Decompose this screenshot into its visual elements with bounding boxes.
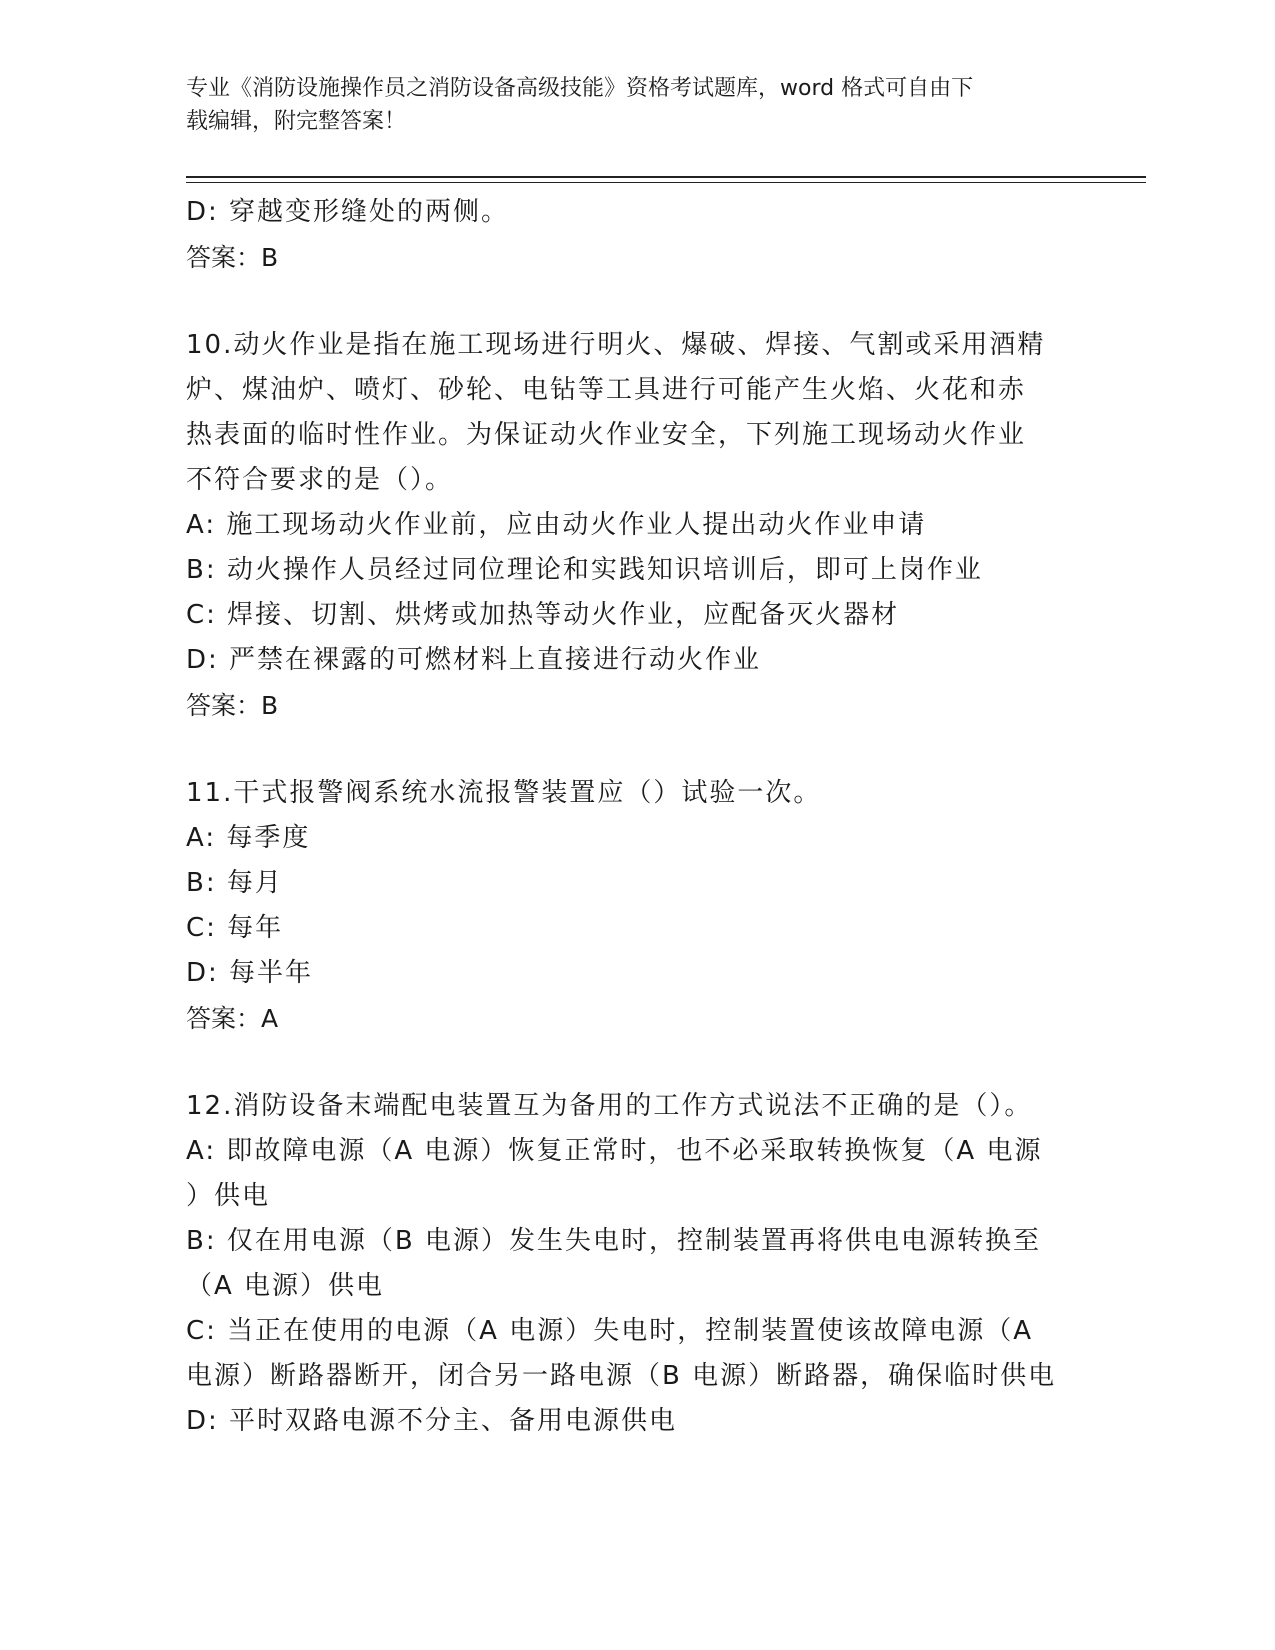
answer-line: [186, 683, 1096, 728]
question-stem-line: 热表面的临时性作业。为保证动火作业安全，下列施工现场动火作业: [186, 420, 1027, 450]
option-b: B: 动火操作人员经过同位理论和实践知识培训后，即可上岗作业: [186, 555, 983, 585]
option-d: D: 穿越变形缝处的两侧。: [186, 197, 510, 227]
option-a-continued: ）供电: [186, 1181, 271, 1211]
option-d: D: 平时双路电源不分主、备用电源供电: [186, 1406, 678, 1436]
option-d: D: 每半年: [186, 958, 314, 988]
question-stem-line: 10.动火作业是指在施工现场进行明火、爆破、焊接、气割或采用酒精: [186, 330, 1046, 360]
option-b: B: 仅在用电源（B 电源）发生失电时，控制装置再将供电电源转换至: [186, 1226, 1041, 1256]
option-a: A: 每季度: [186, 823, 311, 853]
header-line-1: 专业《消防设施操作员之消防设备高级技能》资格考试题库，word 格式可自由下: [186, 76, 974, 101]
option-d: D: 严禁在裸露的可燃材料上直接进行动火作业: [186, 645, 762, 675]
document-header: [186, 72, 1066, 138]
question-stem-line: 炉、煤油炉、喷灯、砂轮、电钻等工具进行可能产生火焰、火花和赤: [186, 375, 1027, 405]
option-c-continued: 电源）断路器断开，闭合另一路电源（B 电源）断路器，确保临时供电: [186, 1361, 1057, 1391]
option-a: A: 施工现场动火作业前，应由动火作业人提出动火作业申请: [186, 510, 927, 540]
answer-line: [186, 235, 1096, 280]
document-body: [186, 190, 1096, 1444]
answer-value: A: [261, 1004, 279, 1033]
answer-label: 答案：: [186, 1004, 262, 1033]
answer-value: B: [261, 243, 279, 272]
question-10: [186, 323, 1096, 728]
answer-label: 答案：: [186, 243, 262, 272]
question-12: [186, 1084, 1096, 1444]
header-divider-thin: [186, 182, 1146, 183]
question-stem-line: 不符合要求的是（）。: [186, 465, 454, 495]
answer-value: B: [261, 691, 279, 720]
option-a: A: 即故障电源（A 电源）恢复正常时，也不必采取转换恢复（A 电源: [186, 1136, 1043, 1166]
answer-line: [186, 996, 1096, 1041]
option-b: B: 每月: [186, 868, 283, 898]
header-line-2: 载编辑，附完整答案！: [186, 109, 407, 134]
option-c: C: 当正在使用的电源（A 电源）失电时，控制装置使该故障电源（A: [186, 1316, 1034, 1346]
option-c: C: 每年: [186, 913, 284, 943]
option-b-continued: （A 电源）供电: [186, 1271, 385, 1301]
header-divider-thick: [186, 176, 1146, 178]
question-stem-line: 11.干式报警阀系统水流报警装置应（）试验一次。: [186, 778, 822, 808]
answer-label: 答案：: [186, 691, 262, 720]
option-c: C: 焊接、切割、烘烤或加热等动火作业，应配备灭火器材: [186, 600, 900, 630]
question-stem-line: 12.消防设备末端配电装置互为备用的工作方式说法不正确的是（）。: [186, 1091, 1033, 1121]
question-11: [186, 771, 1096, 1041]
